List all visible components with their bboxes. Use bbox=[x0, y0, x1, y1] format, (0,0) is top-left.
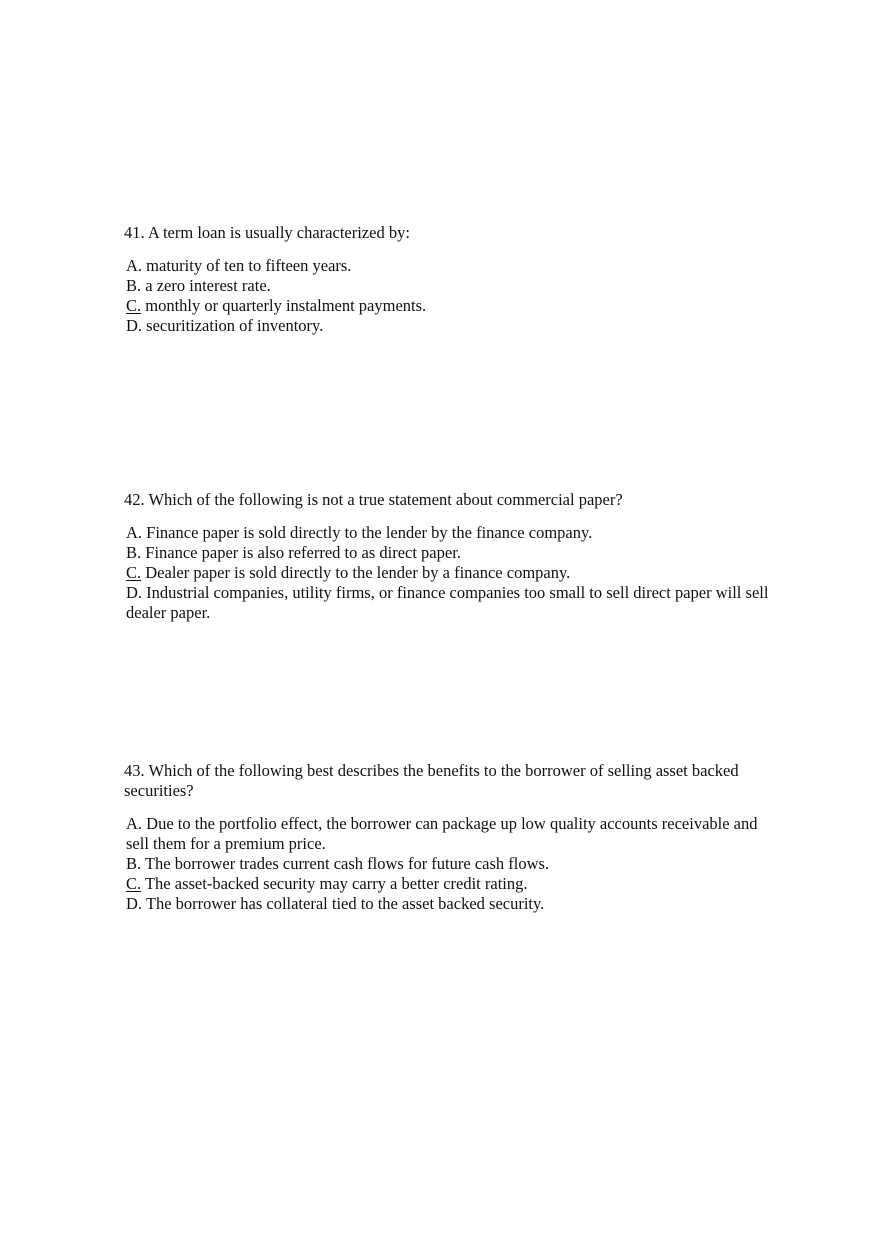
option-text: monthly or quarterly instalment payments. bbox=[145, 296, 427, 315]
option-text: Due to the portfolio effect, the borrower can package up low quality accounts receivable and sell them for a premium price. bbox=[126, 814, 758, 853]
option-letter: B. bbox=[126, 543, 142, 562]
option-text: Industrial companies, utility firms, or finance companies too small to sell direct paper will sell dealer paper. bbox=[126, 583, 769, 622]
option-letter: B. bbox=[126, 276, 142, 295]
option-c bbox=[124, 296, 774, 316]
option-d bbox=[124, 894, 774, 914]
question-text: A term loan is usually characterized by: bbox=[147, 223, 410, 242]
answer-options bbox=[124, 256, 774, 336]
option-letter: C. bbox=[126, 563, 142, 582]
option-letter: C. bbox=[126, 296, 142, 315]
option-text: The borrower trades current cash flows for future cash flows. bbox=[144, 854, 550, 873]
option-text: Finance paper is also referred to as direct paper. bbox=[145, 543, 461, 562]
option-letter: A. bbox=[126, 256, 143, 275]
option-letter: D. bbox=[126, 316, 143, 335]
option-text: securitization of inventory. bbox=[146, 316, 324, 335]
question-text: Which of the following is not a true statement about commercial paper? bbox=[148, 490, 623, 509]
option-text: a zero interest rate. bbox=[145, 276, 271, 295]
option-b bbox=[124, 854, 774, 874]
option-text: Dealer paper is sold directly to the lender by a finance company. bbox=[145, 563, 571, 582]
option-letter: C. bbox=[126, 874, 142, 893]
option-a bbox=[124, 523, 774, 543]
question-43 bbox=[124, 761, 774, 914]
option-c bbox=[124, 874, 774, 894]
option-a bbox=[124, 814, 774, 854]
option-letter: D. bbox=[126, 894, 143, 913]
question-number: 43. bbox=[124, 761, 145, 780]
option-b bbox=[124, 276, 774, 296]
option-letter: A. bbox=[126, 814, 143, 833]
option-text: maturity of ten to fifteen years. bbox=[146, 256, 352, 275]
option-text: The borrower has collateral tied to the asset backed security. bbox=[145, 894, 545, 913]
question-stem bbox=[124, 490, 774, 510]
question-number: 42. bbox=[124, 490, 145, 509]
option-letter: A. bbox=[126, 523, 143, 542]
question-number: 41. bbox=[124, 223, 145, 242]
question-41 bbox=[124, 223, 774, 336]
answer-options bbox=[124, 523, 774, 623]
option-d bbox=[124, 316, 774, 336]
question-stem bbox=[124, 223, 774, 243]
option-letter: D. bbox=[126, 583, 143, 602]
option-d bbox=[124, 583, 774, 623]
option-c bbox=[124, 563, 774, 583]
answer-options bbox=[124, 814, 774, 914]
option-b bbox=[124, 543, 774, 563]
option-text: Finance paper is sold directly to the lender by the finance company. bbox=[146, 523, 593, 542]
question-42 bbox=[124, 490, 774, 623]
question-text: Which of the following best describes the benefits to the borrower of selling asset backed securities? bbox=[124, 761, 739, 800]
option-letter: B. bbox=[126, 854, 142, 873]
question-stem bbox=[124, 761, 774, 801]
option-text: The asset-backed security may carry a better credit rating. bbox=[144, 874, 528, 893]
option-a bbox=[124, 256, 774, 276]
